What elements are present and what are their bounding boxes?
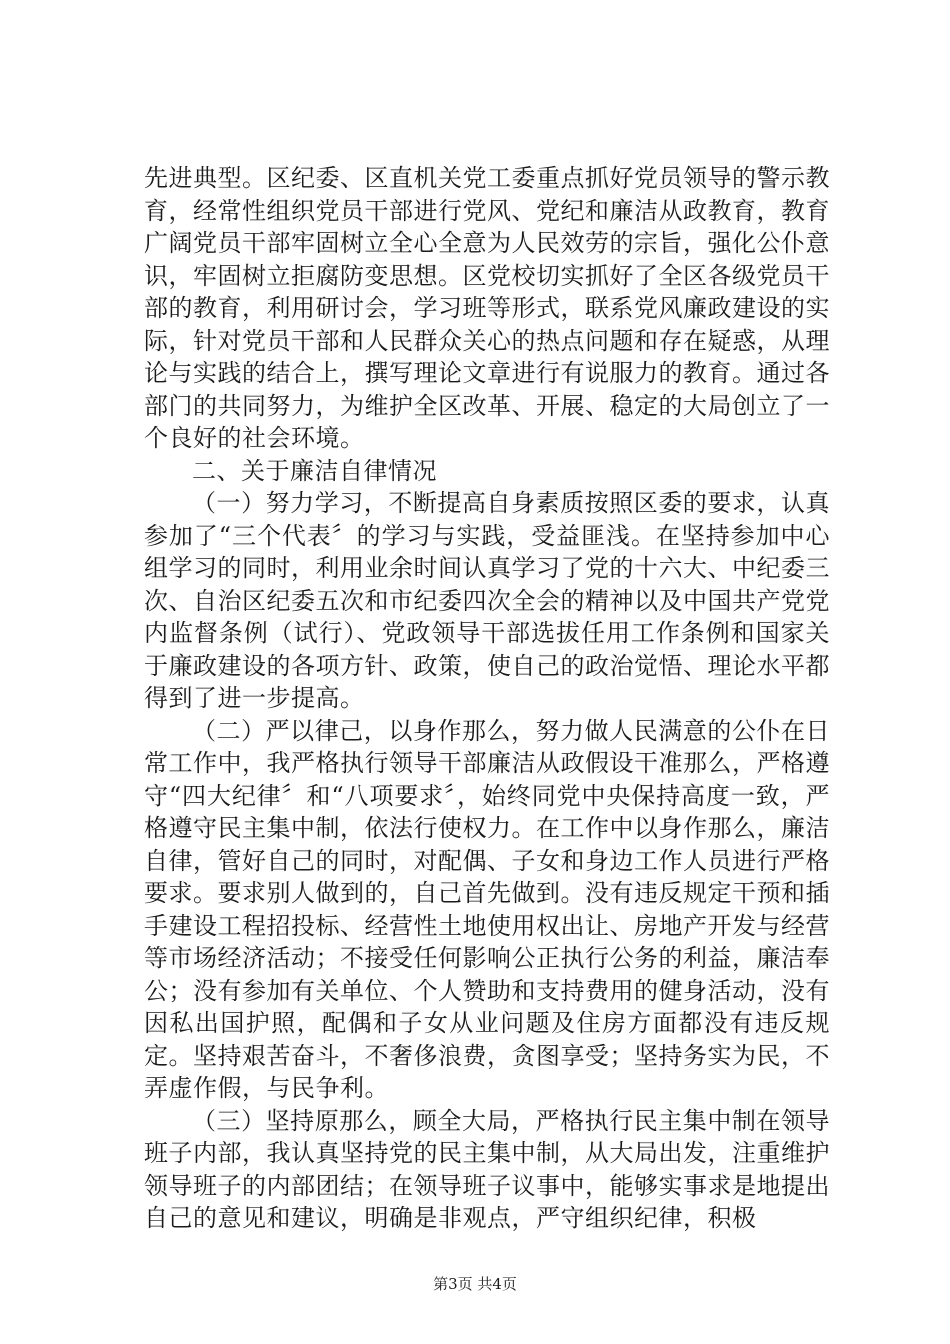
- body-paragraph-strict-discipline: （二）严以律己，以身作那么，努力做人民满意的公仆在日常工作中，我严格执行领导干部廉洁从政假设干准那么，严格遵守“四大纪律〞和“八项要求〞，始终同党中央保持高度一致，严格遵守民主集中制，依法行使权力。在工作中以身作那么，廉洁自律，管好自己的同时，对配偶、子女和身边工作人员进行严格要求。要求别人做到的，自己首先做到。没有违反规定干预和插手建设工程招投标、经营性土地使用权出让、房地产开发与经营等市场经济活动；不接受任何影响公正执行公务的利益，廉洁奉公；没有参加有关单位、个人赞助和支持费用的健身活动，没有因私出国护照，配偶和子女从业问题及住房方面都没有违反规定。坚持艰苦奋斗，不奢侈浪费，贪图享受；坚持务实为民，不弄虚作假，与民争利。: [144, 716, 830, 1102]
- body-paragraph-study: （一）努力学习，不断提高自身素质按照区委的要求，认真参加了“三个代表〞的学习与实践，受益匪浅。在坚持参加中心组学习的同时，利用业余时间认真学习了党的十六大、中纪委三次、自治区纪委五次和市纪委四次全会的精神以及中国共产党党内监督条例（试行）、党政领导干部选拔任用工作条例和国家关于廉政建设的各项方针、政策，使自己的政治觉悟、理论水平都得到了进一步提高。: [144, 489, 830, 712]
- page-number-footer: 第3页 共4页: [433, 1275, 517, 1293]
- body-paragraph-principles: （三）坚持原那么，顾全大局，严格执行民主集中制在领导班子内部，我认真坚持党的民主集中制，从大局出发，注重维护领导班子的内部团结；在领导班子议事中，能够实事求是地提出自己的意见和建议，明确是非观点，严守组织纪律，积极: [144, 1106, 830, 1232]
- section-heading-self-discipline: 二、关于廉洁自律情况: [192, 456, 437, 485]
- body-paragraph-continued: 先进典型。区纪委、区直机关党工委重点抓好党员领导的警示教育，经常性组织党员干部进行党风、党纪和廉洁从政教育，教育广阔党员干部牢固树立全心全意为人民效劳的宗旨，强化公仆意识，牢固树立拒腐防变思想。区党校切实抓好了全区各级党员干部的教育，利用研讨会，学习班等形式，联系党风廉政建设的实际，针对党员干部和人民群众关心的热点问题和存在疑惑，从理论与实践的结合上，撰写理论文章进行有说服力的教育。通过各部门的共同努力，为维护全区改革、开展、稳定的大局创立了一个良好的社会环境。: [144, 164, 830, 452]
- document-body: [144, 162, 830, 1235]
